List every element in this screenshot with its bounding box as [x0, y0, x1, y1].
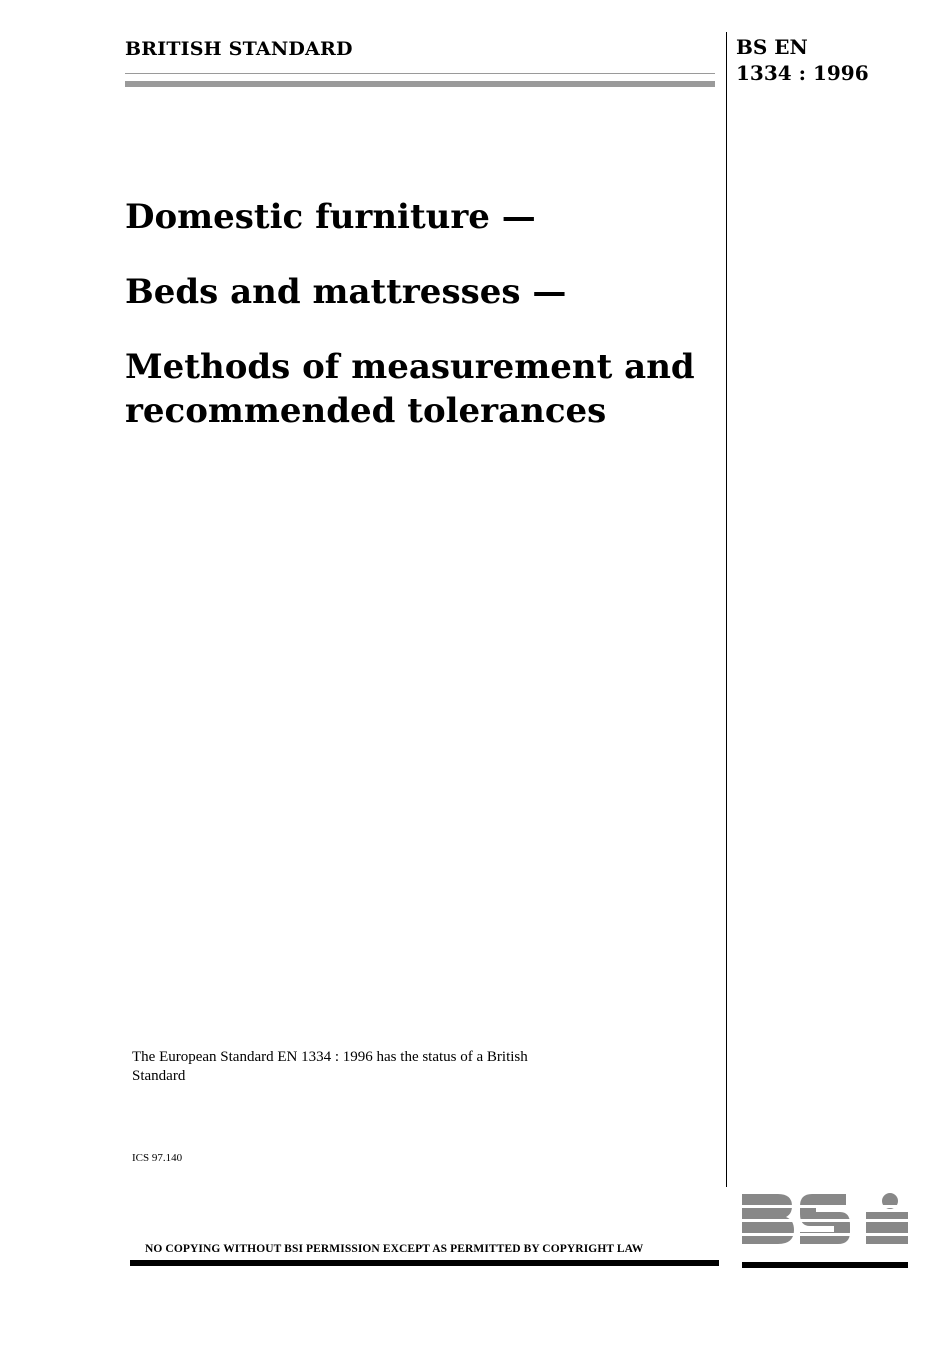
- standard-number: [736, 34, 869, 86]
- column-divider: [726, 32, 727, 1187]
- header-thin-rule: [125, 73, 715, 74]
- standard-number-line2: 1334 : 1996: [736, 61, 869, 85]
- bsi-logo: [742, 1192, 908, 1268]
- header-label: BRITISH STANDARD: [125, 38, 353, 60]
- title-line-1: Domestic furniture —: [125, 197, 536, 237]
- status-note: The European Standard EN 1334 : 1996 has the status of a British Standard: [132, 1049, 528, 1084]
- copyright-notice: NO COPYING WITHOUT BSI PERMISSION EXCEPT AS PERMITTED BY COPYRIGHT LAW: [145, 1243, 644, 1255]
- title-line-3: Methods of measurement and recommended tolerances: [125, 347, 695, 431]
- footer-rule: [130, 1260, 719, 1266]
- title-line-2: Beds and mattresses —: [125, 272, 567, 312]
- standard-number-line1: BS EN: [736, 35, 808, 59]
- ics-code: ICS 97.140: [132, 1152, 183, 1164]
- header-thick-rule: [125, 81, 715, 87]
